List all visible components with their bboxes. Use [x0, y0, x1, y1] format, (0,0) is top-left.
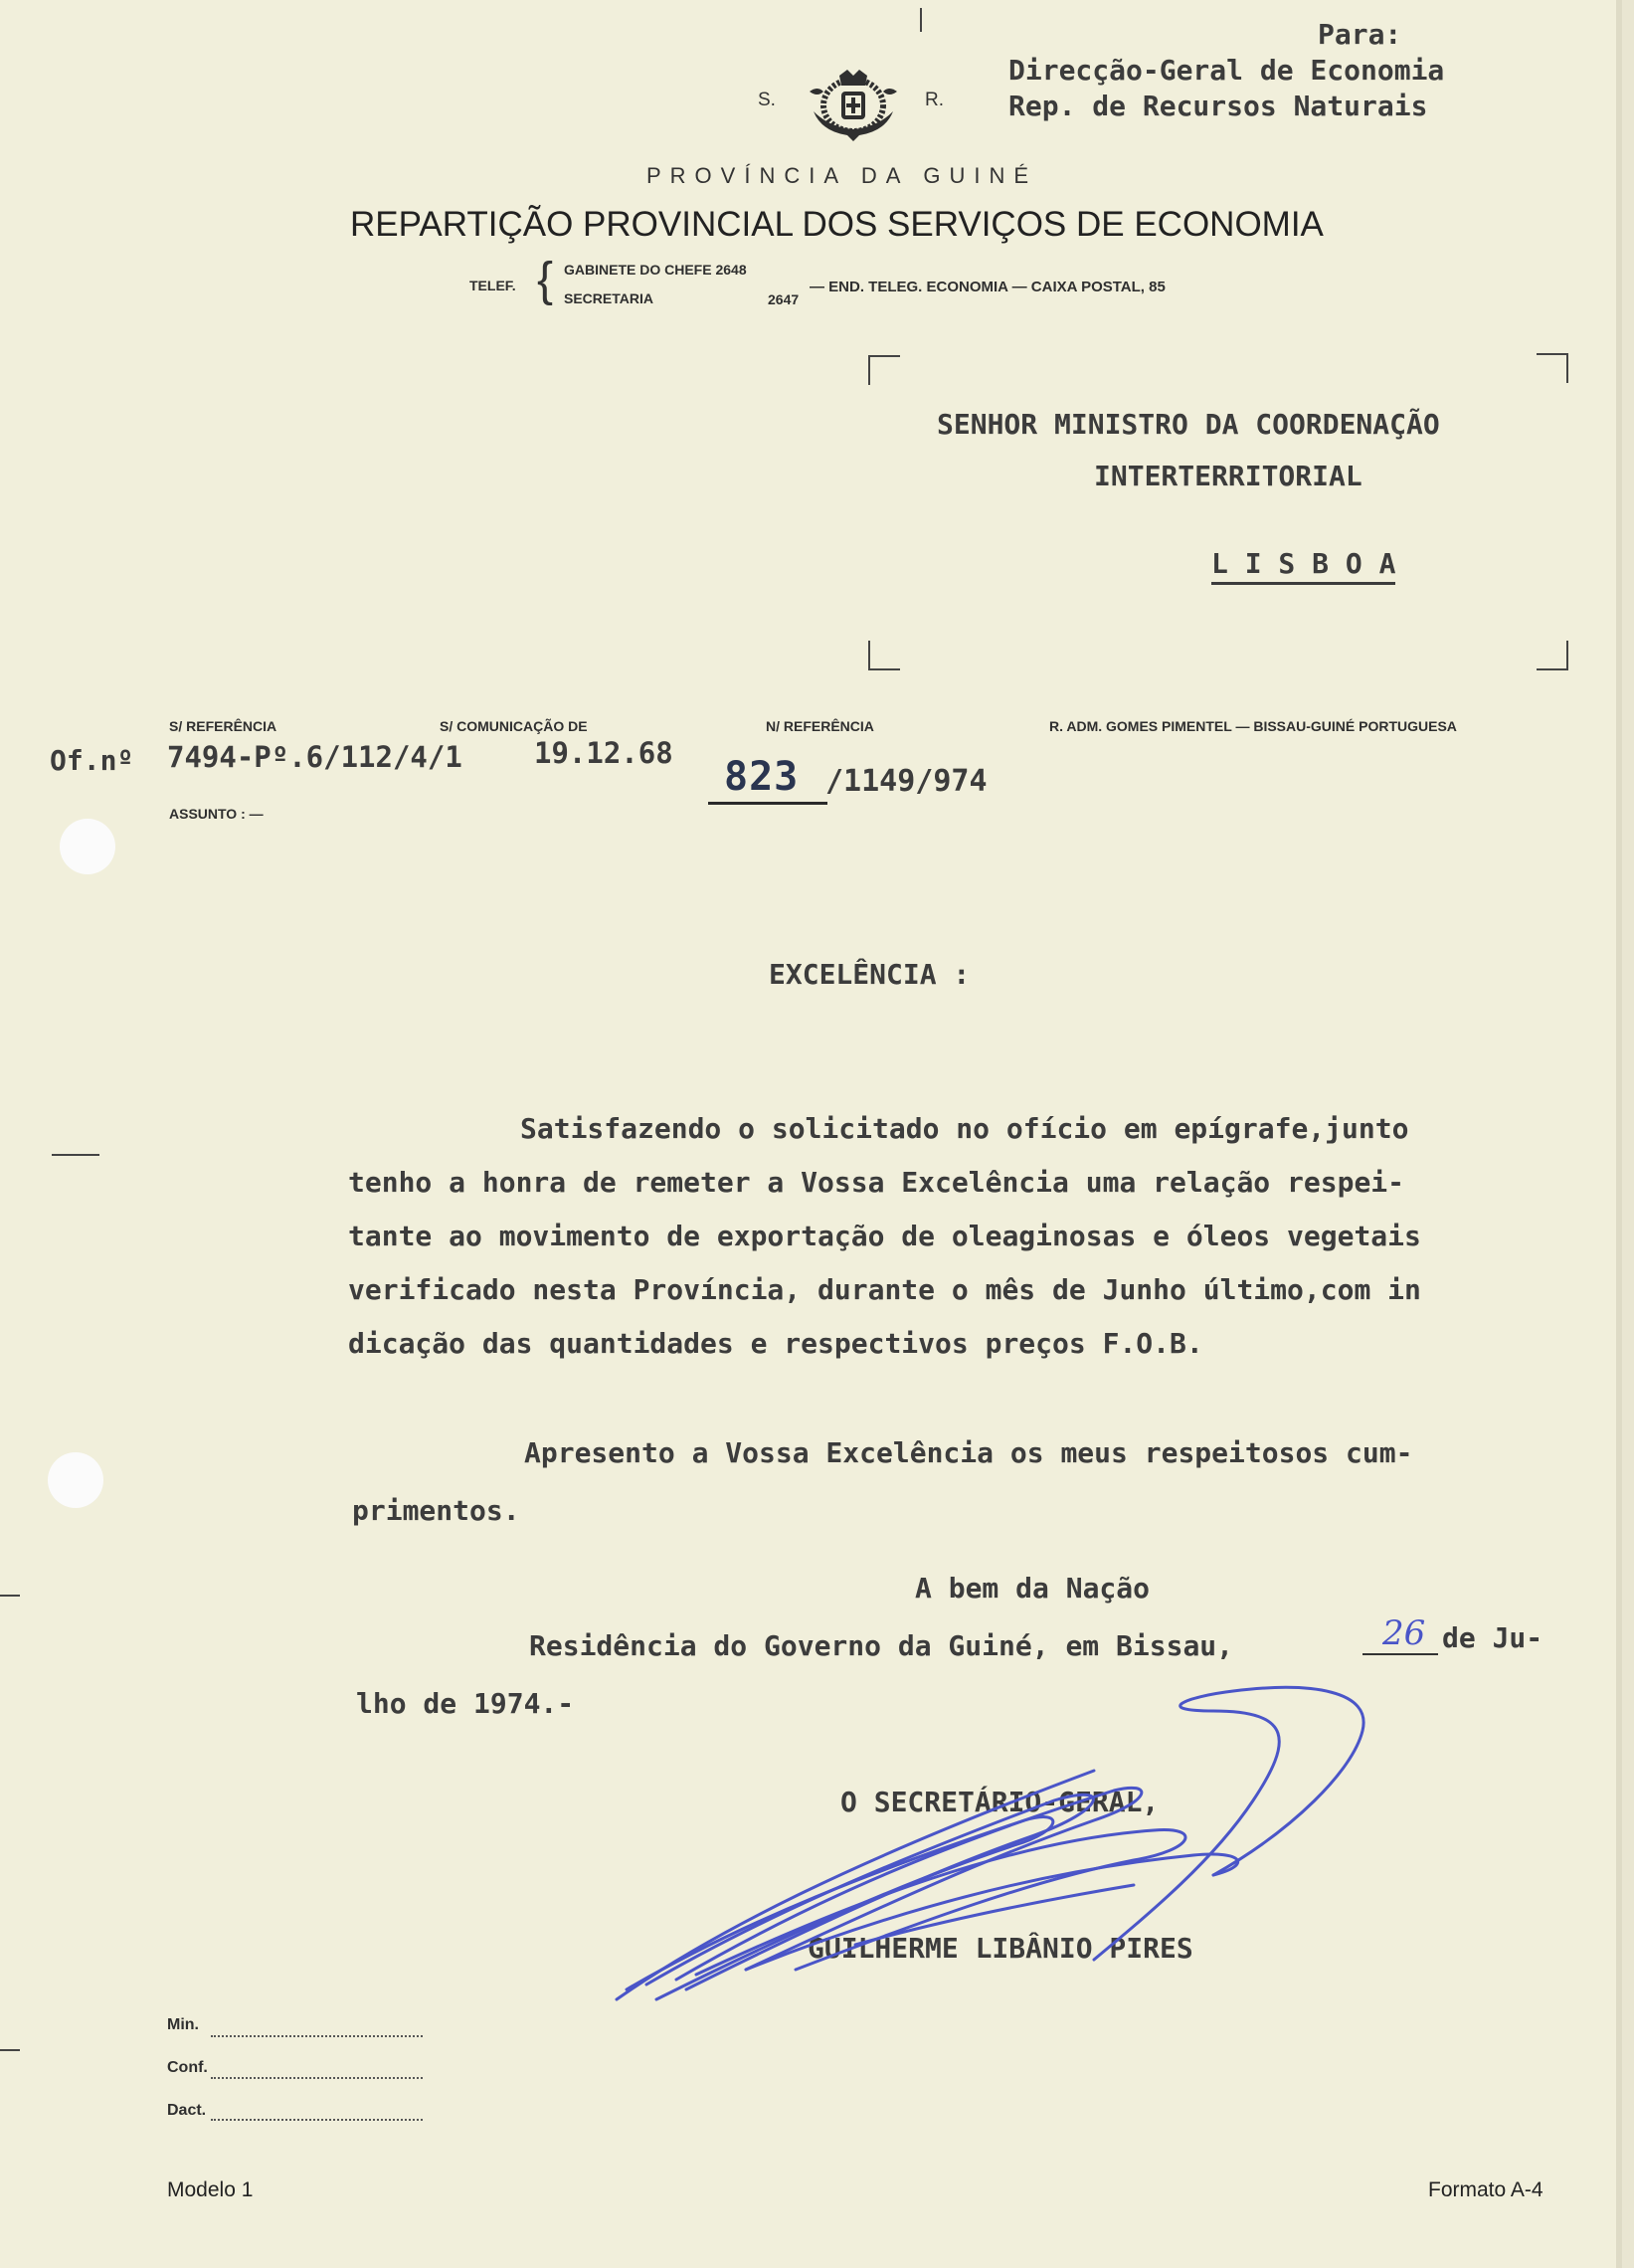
handwritten-day: 26	[1382, 1613, 1426, 1653]
letterhead-initial-s: S.	[758, 90, 776, 110]
letterhead-initial-r: R.	[925, 90, 944, 110]
place-date-line-2: lho de 1974.-	[356, 1687, 575, 1720]
department-heading: REPARTIÇÃO PROVINCIAL DOS SERVIÇOS DE ECONOMIA	[350, 205, 1324, 244]
model-label: Modelo 1	[167, 2178, 254, 2201]
recipient-city: L I S B O A	[1211, 547, 1395, 585]
format-label: Formato A-4	[1428, 2178, 1543, 2201]
signatory-name: GUILHERME LIBÂNIO PIRES	[808, 1932, 1193, 1965]
n-referencia-value: /1149/974	[825, 764, 988, 799]
window-corner-br	[1537, 641, 1568, 670]
gabinete-label: GABINETE DO CHEFE 2648	[564, 262, 747, 278]
recipient-line-1: SENHOR MINISTRO DA COORDENAÇÃO	[937, 408, 1440, 441]
assunto-label: ASSUNTO : —	[169, 806, 264, 822]
coat-of-arms-icon	[808, 62, 899, 143]
place-date-suffix: de Ju-	[1442, 1621, 1543, 1654]
min-dotted-line	[211, 2035, 423, 2037]
office-address: R. ADM. GOMES PIMENTEL — BISSAU-GUINÉ PORTUGUESA	[1049, 718, 1457, 734]
fold-mark-top	[920, 8, 922, 32]
secretaria-label: SECRETARIA	[564, 290, 653, 306]
paragraph1-line-1: Satisfazendo o solicitado no ofício em epígrafe,junto	[520, 1112, 1409, 1145]
handwritten-signature	[597, 1671, 1392, 2019]
paragraph1-line-2: tenho a honra de remeter a Vossa Excelência uma relação respei-	[348, 1166, 1405, 1199]
margin-mark-3	[0, 2049, 20, 2051]
s-referencia-value: 7494-Pº.6/112/4/1	[167, 740, 462, 774]
paragraph2-line-2: primentos.	[352, 1494, 520, 1527]
telef-label: TELEF.	[469, 278, 516, 293]
margin-mark-2	[0, 1595, 20, 1597]
dact-dotted-line	[211, 2119, 423, 2121]
s-comunicacao-label: S/ COMUNICAÇÃO DE	[440, 718, 588, 734]
recipient-line-2: INTERTERRITORIAL	[1094, 460, 1362, 492]
conf-dotted-line	[211, 2077, 423, 2079]
window-corner-tl	[868, 355, 900, 385]
salutation: EXCELÊNCIA :	[769, 958, 971, 991]
s-comunicacao-value: 19.12.68	[534, 736, 673, 770]
margin-mark-1	[52, 1154, 99, 1156]
paragraph2-line-1: Apresento a Vossa Excelência os meus respeitosos cum-	[524, 1436, 1413, 1469]
n-referencia-stamp: 823	[724, 754, 800, 800]
signatory-title: O SECRETÁRIO-GERAL,	[840, 1786, 1160, 1818]
punch-hole-bottom	[48, 1452, 103, 1508]
window-corner-tr	[1537, 353, 1568, 383]
routing-line-1: Direcção-Geral de Economia	[1008, 54, 1445, 87]
province-heading: PROVÍNCIA DA GUINÉ	[646, 163, 1038, 188]
s-referencia-label: S/ REFERÊNCIA	[169, 718, 277, 734]
punch-hole-top	[60, 819, 115, 874]
paragraph1-line-5: dicação das quantidades e respectivos preços F.O.B.	[348, 1327, 1203, 1360]
window-corner-bl	[868, 641, 900, 670]
dact-label: Dact.	[167, 2102, 207, 2119]
of-label: Of.nº	[50, 744, 134, 777]
min-label: Min.	[167, 2016, 199, 2033]
routing-line-2: Rep. de Recursos Naturais	[1008, 90, 1428, 122]
routing-label: Para:	[1318, 18, 1402, 51]
paragraph1-line-4: verificado nesta Província, durante o mês de Junho último,com in	[348, 1273, 1421, 1306]
telef-brace: {	[537, 254, 554, 306]
telegraph-line: — END. TELEG. ECONOMIA — CAIXA POSTAL, 85	[810, 279, 1166, 295]
paragraph1-line-3: tante ao movimento de exportação de oleaginosas e óleos vegetais	[348, 1220, 1421, 1252]
n-referencia-label: N/ REFERÊNCIA	[766, 718, 874, 734]
n-referencia-underline	[708, 802, 827, 805]
conf-label: Conf.	[167, 2059, 208, 2076]
secretaria-number: 2647	[768, 291, 800, 307]
place-date-prefix: Residência do Governo da Guiné, em Bissau,	[529, 1629, 1234, 1662]
handwritten-day-underline	[1362, 1653, 1438, 1655]
closing-line: A bem da Nação	[915, 1572, 1151, 1605]
